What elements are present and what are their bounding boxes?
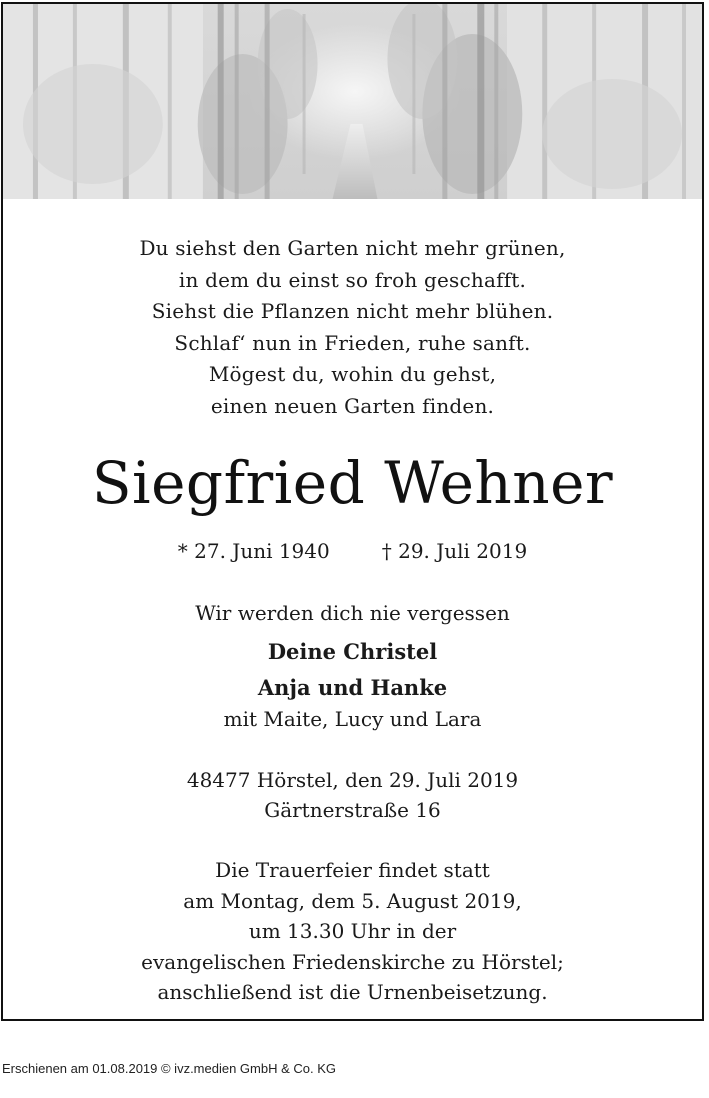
- ceremony-line: um 13.30 Uhr in der: [248, 919, 457, 943]
- grandchildren-line: mit Maite, Lucy und Lara: [223, 707, 482, 731]
- address-block: [3, 765, 702, 825]
- poem-line: Mögest du, wohin du gehst,: [208, 362, 497, 386]
- funeral-details: [3, 855, 702, 1008]
- ceremony-line: anschließend ist die Urnenbeisetzung.: [157, 980, 548, 1004]
- ceremony-line: Die Trauerfeier findet statt: [215, 858, 490, 882]
- forest-path-image: [3, 4, 702, 199]
- memorial-poem: [3, 233, 702, 422]
- poem-line: Schlaf‘ nun in Frieden, ruhe sanft.: [174, 330, 531, 355]
- deceased-name: Siegfried Wehner: [91, 449, 614, 517]
- birth-date: * 27. Juni 1940: [177, 539, 330, 563]
- poem-line: Du siehst den Garten nicht mehr grünen,: [139, 236, 566, 260]
- notice-content: [3, 199, 702, 1008]
- poem-line: einen neuen Garten finden.: [210, 393, 495, 418]
- death-date: † 29. Juli 2019: [381, 539, 528, 563]
- poem-line: Siehst die Pflanzen nicht mehr blühen.: [151, 299, 554, 323]
- life-dates: [3, 538, 702, 564]
- poem-line: in dem du einst so froh geschafft.: [178, 267, 527, 292]
- signer-name: Deine Christel: [267, 639, 438, 664]
- farewell-line: Wir werden dich nie vergessen: [195, 601, 510, 625]
- ceremony-line: evangelischen Friedenskirche zu Hörstel;: [141, 949, 564, 974]
- obituary-notice: [1, 2, 704, 1021]
- ceremony-line: am Montag, dem 5. August 2019,: [183, 888, 522, 913]
- signer-name: Anja und Hanke: [257, 675, 448, 700]
- street-address: Gärtnerstraße 16: [264, 798, 441, 822]
- place-date: 48477 Hörstel, den 29. Juli 2019: [186, 768, 519, 792]
- publication-footer: Erschienen am 01.08.2019 © ivz.medien GmbH & Co. KG: [2, 1061, 337, 1076]
